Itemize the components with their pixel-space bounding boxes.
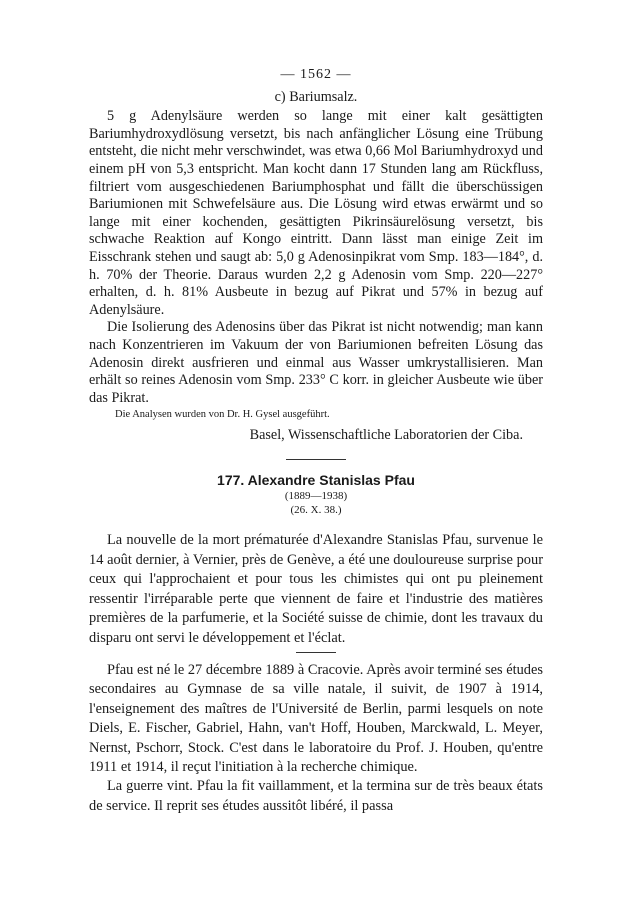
analysis-note: Die Analysen wurden von Dr. H. Gysel ausgeführt. — [115, 409, 330, 421]
divider — [286, 459, 346, 460]
paragraph-french-3: La guerre vint. Pfau la fit vaillamment, et la termina sur de très beaux états de service. Il reprit ses études aussitôt libéré, il passa — [89, 778, 543, 814]
obituary-date: (26. X. 38.) — [290, 504, 342, 517]
source-line: Basel, Wissenschaftliche Laboratorien der Ciba. — [249, 427, 523, 444]
paragraph-french-1: La nouvelle de la mort prématurée d'Alexandre Stanislas Pfau, survenue le 14 août dernier, à Vernier, près de Genève, a été une douloureuse surprise pour ceux qui l'approchaient et pour tous les chimistes qui ont pu pleinement ressentir l'irréparable perte que viennent de faire et l'industrie des matières premières de la parfumerie, et la Société suisse de chimie, dont les travaux du disparu ont servi le développement et l'éclat. — [89, 532, 543, 646]
page — [89, 66, 543, 816]
paragraph-german-2: Die Isolierung des Adenosins über das Pikrat ist nicht notwendig; man kann nach Konzentrieren im Vakuum der von Bariumionen befreiten Lösung das Adenosin direkt ausfrieren und einmal aus Wasser umkrystallisieren. Man erhält so reines Adenosin vom Smp. 233° C korr. in gleicher Ausbeute wie über das Pikrat. — [89, 319, 543, 406]
section-heading: c) Bariumsalz. — [274, 88, 358, 105]
obituary-years: (1889—1938) — [284, 490, 348, 503]
obituary-title: 177. Alexandre Stanislas Pfau — [217, 471, 415, 488]
page-number: — 1562 — — [280, 67, 352, 82]
paragraph-french-2: Pfau est né le 27 décembre 1889 à Cracovie. Après avoir terminé ses études secondaires au Gymnase de sa ville natale, il suivit, de 1907 à 1914, l'enseignement des maîtres de l'Université de Berlin, parmi lesquels on note Diels, E. Fischer, Gabriel, Hahn, van't Hoff, Houben, Marckwald, L. Meyer, Nernst, Pschorr, Stock. C'est dans le laboratoire du Prof. J. Houben, qu'entre 1911 et 1914, il reçut l'initiation à la recherche chimique. — [89, 661, 543, 775]
divider-short — [296, 652, 336, 653]
paragraph-german-1: 5 g Adenylsäure werden so lange mit einer kalt gesättigten Bariumhydroxydlösung versetzt, bis nach anfänglicher Lösung eine Trübung entsteht, die nicht mehr verschwindet, was etwa 0,66 Mol Bariumhydroxyd und einem pH von 5,3 entspricht. Man kocht dann 17 Stunden lang am Rückfluss, filtriert vom ausgeschiedenen Bariumphosphat und fällt die überschüssigen Bariumionen mit Schwefelsäure aus. Die Lösung wird etwas erwärmt und so lange mit einer kochenden, gesättigten Pikrinsäurelösung versetzt, bis schwache Reaktion auf Kongo eintritt. Dann lässt man einige Zeit im Eisschrank stehen und saugt ab: 5,0 g Adenosinpikrat vom Smp. 183—184°, d. h. 70% der Theorie. Daraus wurden 2,2 g Adenosin vom Smp. 220—227° erhalten, d. h. 81% Ausbeute in bezug auf Pikrat und 57% in bezug auf Adenylsäure. — [89, 108, 543, 318]
